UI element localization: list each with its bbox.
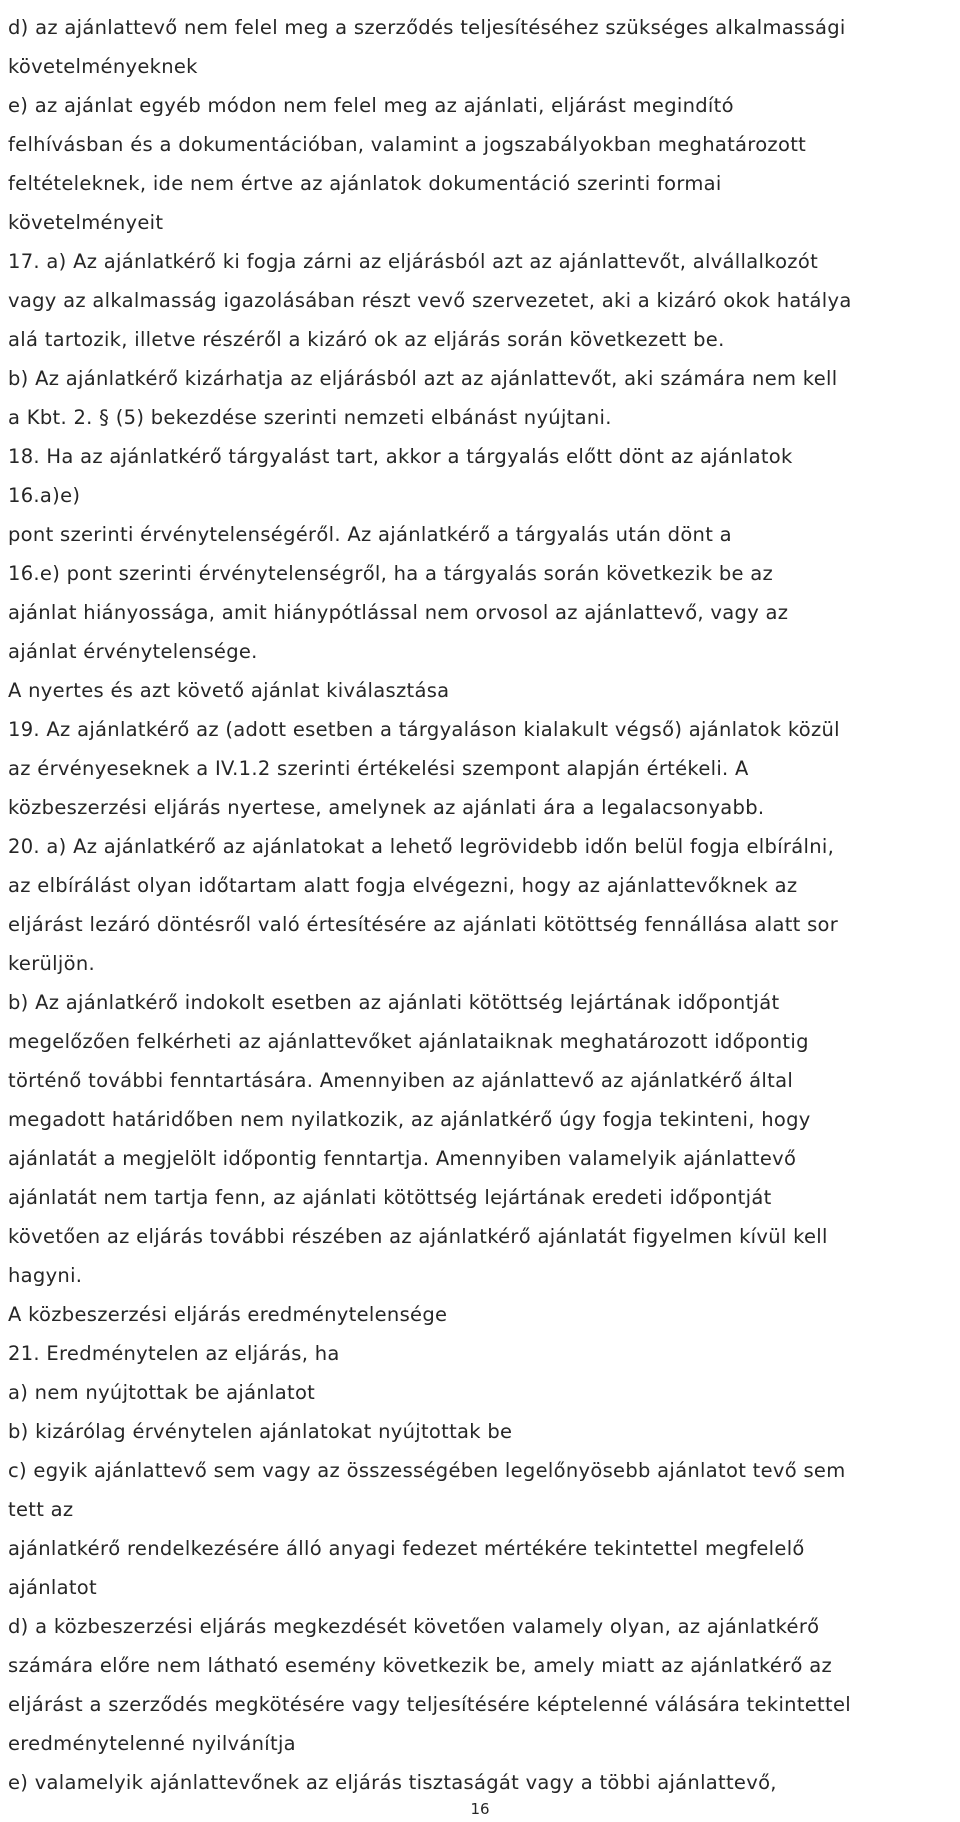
text-line: d) a közbeszerzési eljárás megkezdését követően valamely olyan, az ajánlatkérő [8,1615,820,1638]
text-line: 18. Ha az ajánlatkérő tárgyalást tart, akkor a tárgyalás előtt dönt az ajánlatok [8,445,793,468]
text-line: ajánlat érvénytelensége. [8,640,258,663]
document-page [8,8,952,1802]
text-line: ajánlat hiányossága, amit hiánypótlással nem orvosol az ajánlattevő, vagy az [8,601,789,624]
text-line: A közbeszerzési eljárás eredménytelensége [8,1303,448,1326]
text-line: 21. Eredménytelen az eljárás, ha [8,1342,340,1365]
text-line: követően az eljárás további részében az ajánlatkérő ajánlatát figyelmen kívül kell [8,1225,828,1248]
text-line: felhívásban és a dokumentációban, valamint a jogszabályokban meghatározott [8,133,807,156]
text-line: 20. a) Az ajánlatkérő az ajánlatokat a lehető legrövidebb időn belül fogja elbírálni, [8,835,835,858]
text-line: követelményeknek [8,55,198,78]
text-line: megelőzően felkérheti az ajánlattevőket ajánlataiknak meghatározott időpontig [8,1030,809,1053]
text-line: tett az [8,1498,74,1521]
text-line: történő további fenntartására. Amennyiben az ajánlattevő az ajánlatkérő által [8,1069,794,1092]
text-line: pont szerinti érvénytelenségéről. Az ajánlatkérő a tárgyalás után dönt a [8,523,732,546]
text-line: alá tartozik, illetve részéről a kizáró ok az eljárás során következett be. [8,328,725,351]
text-line: számára előre nem látható esemény következik be, amely miatt az ajánlatkérő az [8,1654,833,1677]
text-line: hagyni. [8,1264,83,1287]
text-line: A nyertes és azt követő ajánlat kiválasztása [8,679,450,702]
text-line: e) az ajánlat egyéb módon nem felel meg az ajánlati, eljárást megindító [8,94,734,117]
text-line: 16.a)e) [8,484,81,507]
text-line: b) Az ajánlatkérő kizárhatja az eljárásból azt az ajánlattevőt, aki számára nem kell [8,367,838,390]
text-line: e) valamelyik ajánlattevőnek az eljárás tisztaságát vagy a többi ajánlattevő, [8,1771,777,1794]
text-line: eljárást a szerződés megkötésére vagy teljesítésére képtelenné válására tekintettel [8,1693,851,1716]
text-line: ajánlatot [8,1576,97,1599]
text-line: az érvényeseknek a IV.1.2 szerinti értékelési szempont alapján értékeli. A [8,757,749,780]
text-line: vagy az alkalmasság igazolásában részt vevő szervezetet, aki a kizáró okok hatálya [8,289,852,312]
text-line: eljárást lezáró döntésről való értesítésére az ajánlati kötöttség fennállása alatt sor [8,913,839,936]
text-line: ajánlatát a megjelölt időpontig fenntartja. Amennyiben valamelyik ajánlattevő [8,1147,797,1170]
text-line: c) egyik ajánlattevő sem vagy az összességében legelőnyösebb ajánlatot tevő sem [8,1459,846,1482]
text-line: ajánlatkérő rendelkezésére álló anyagi fedezet mértékére tekintettel megfelelő [8,1537,805,1560]
text-line: 19. Az ajánlatkérő az (adott esetben a tárgyaláson kialakult végső) ajánlatok közül [8,718,840,741]
document-body [8,8,952,1802]
text-line: a) nem nyújtottak be ajánlatot [8,1381,316,1404]
text-line: az elbírálást olyan időtartam alatt fogja elvégezni, hogy az ajánlattevőknek az [8,874,798,897]
text-line: eredménytelenné nyilvánítja [8,1732,296,1755]
text-line: b) Az ajánlatkérő indokolt esetben az ajánlati kötöttség lejártának időpontját [8,991,780,1014]
page-number: 16 [470,1800,490,1818]
text-line: 16.e) pont szerinti érvénytelenségről, ha a tárgyalás során következik be az [8,562,774,585]
text-line: d) az ajánlattevő nem felel meg a szerződés teljesítéséhez szükséges alkalmassági [8,16,846,39]
text-line: megadott határidőben nem nyilatkozik, az ajánlatkérő úgy fogja tekinteni, hogy [8,1108,811,1131]
text-line: kerüljön. [8,952,95,975]
text-line: feltételeknek, ide nem értve az ajánlatok dokumentáció szerinti formai [8,172,722,195]
text-line: közbeszerzési eljárás nyertese, amelynek az ajánlati ára a legalacsonyabb. [8,796,765,819]
text-line: ajánlatát nem tartja fenn, az ajánlati kötöttség lejártának eredeti időpontját [8,1186,772,1209]
text-line: a Kbt. 2. § (5) bekezdése szerinti nemzeti elbánást nyújtani. [8,406,612,429]
text-line: követelményeit [8,211,164,234]
text-line: 17. a) Az ajánlatkérő ki fogja zárni az eljárásból azt az ajánlattevőt, alvállalkozót [8,250,819,273]
text-line: b) kizárólag érvénytelen ajánlatokat nyújtottak be [8,1420,513,1443]
